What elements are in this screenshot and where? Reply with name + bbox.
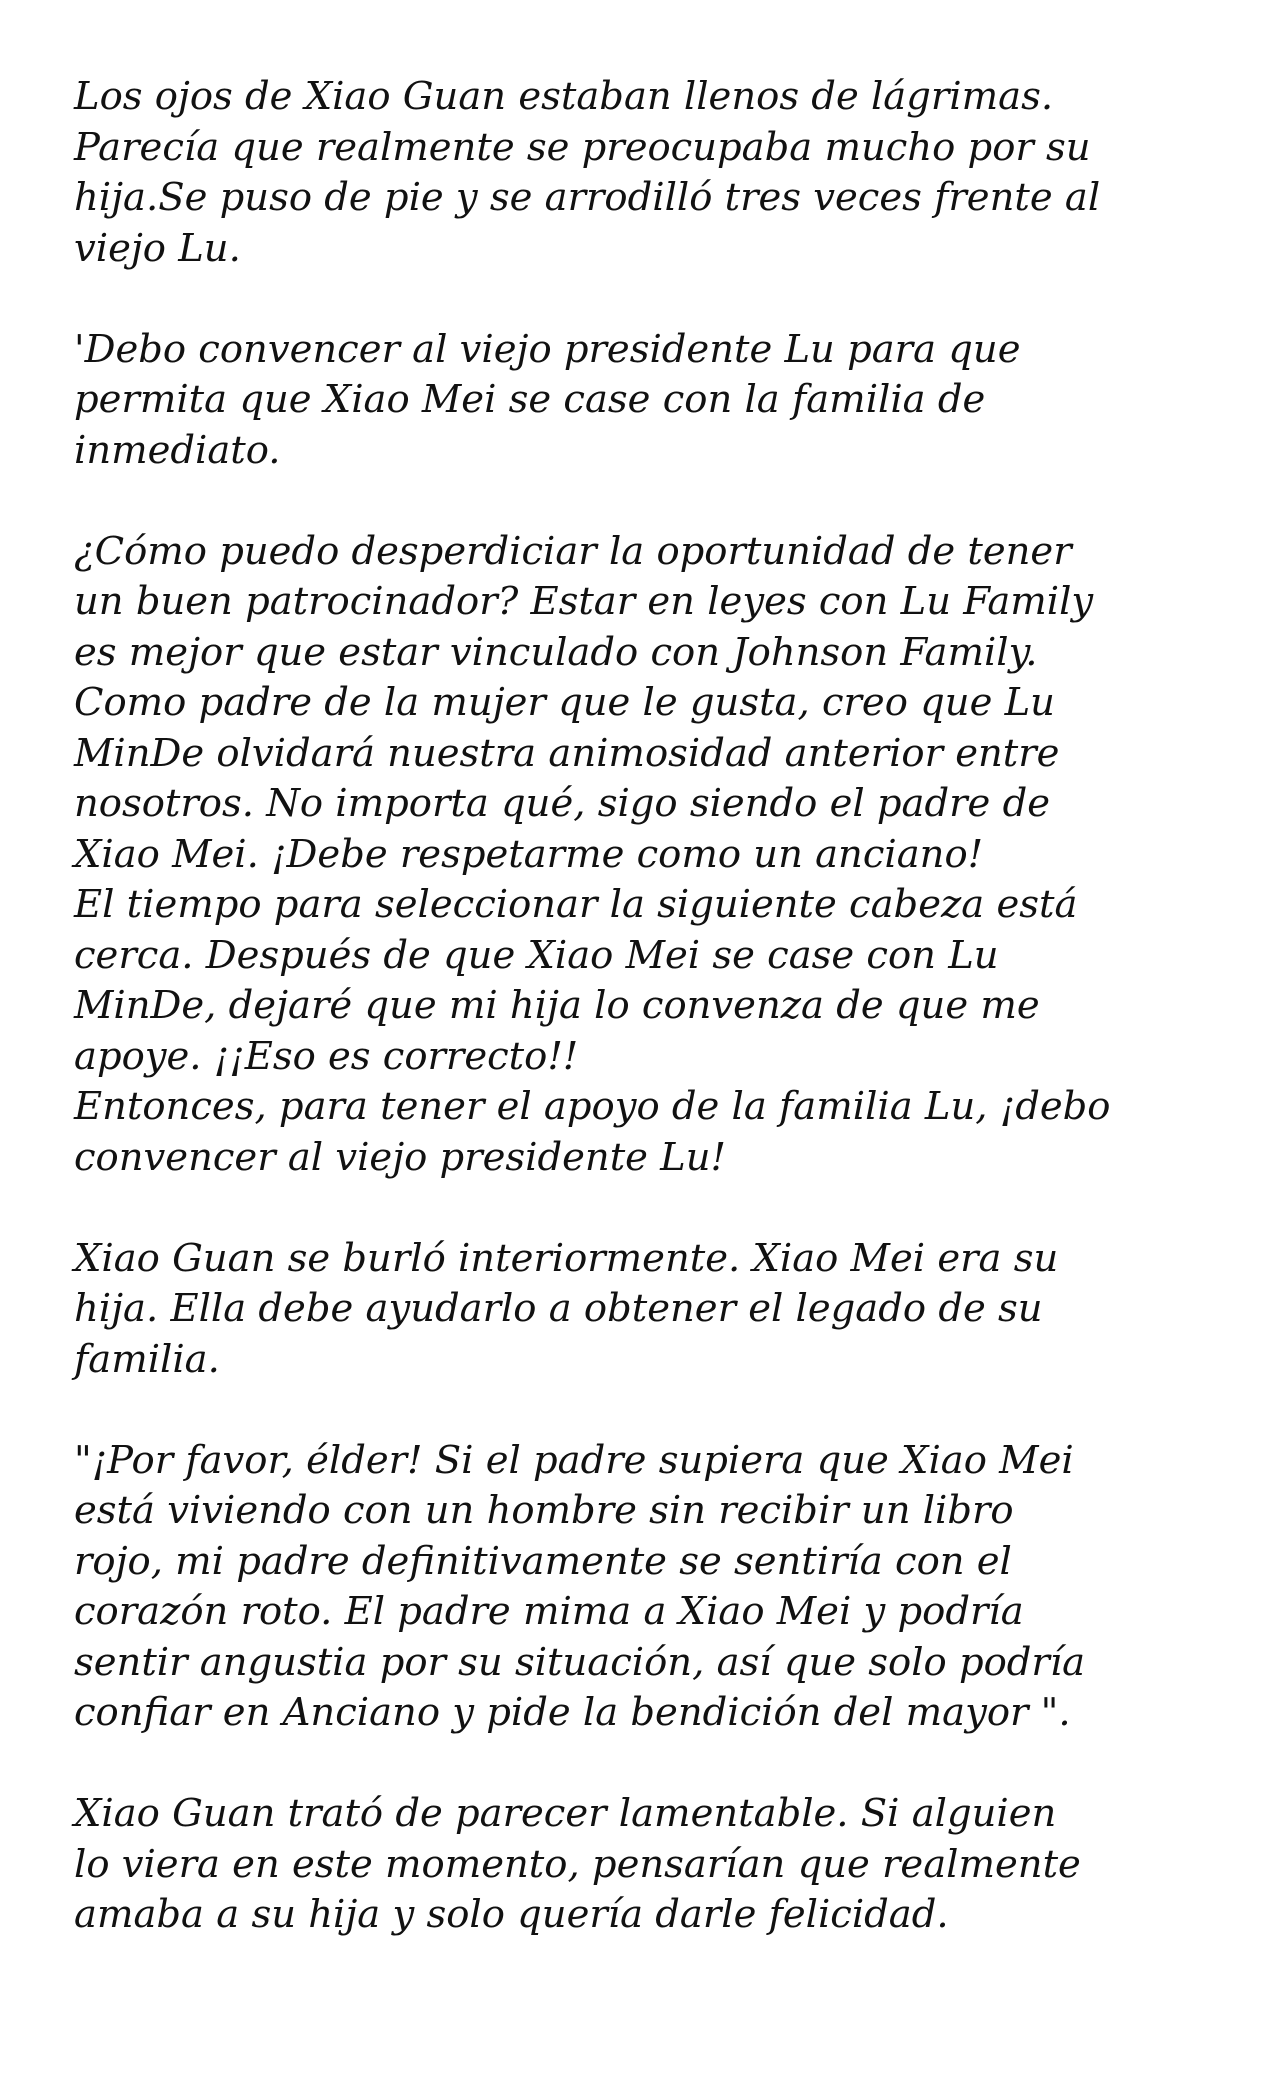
text-line: Entonces, para tener el apoyo de la familia Lu, ¡debo [74,1084,1111,1129]
text-line: MinDe olvidará nuestra animosidad anterior entre [74,730,1060,776]
text-line: cerca. Después de que Xiao Mei se case con Lu [74,932,999,978]
story-text [74,72,1234,1991]
text-line: "¡Por favor, élder! Si el padre supiera que Xiao Mei [74,1437,1074,1483]
text-line: lo viera en este momento, pensarían que realmente [74,1841,1081,1887]
text-line: corazón roto. El padre mima a Xiao Mei y podría [74,1589,1024,1634]
text-line: familia. [74,1336,220,1382]
text-line: apoye. ¡¡Eso es correcto!! [74,1033,579,1079]
text-line: convencer al viejo presidente Lu! [74,1134,727,1180]
text-line: rojo, mi padre definitivamente se sentiría con el [74,1538,1012,1584]
text-line: hija.Se puso de pie y se arrodilló tres veces frente al [74,175,1101,220]
paragraph-5 [74,1436,1234,1739]
text-line: inmediato. [74,427,281,473]
text-line: es mejor que estar vinculado con Johnson Family. [74,629,1038,675]
paragraph-2 [74,325,1234,477]
text-line: viejo Lu. [74,225,241,271]
text-line: 'Debo convencer al viejo presidente Lu para que [74,326,1021,372]
text-line: Xiao Mei. ¡Debe respetarme como un anciano! [74,831,984,877]
text-line: permita que Xiao Mei se case con la familia de [74,377,986,422]
paragraph-4 [74,1234,1234,1386]
text-line: sentir angustia por su situación, así que solo podría [74,1639,1086,1685]
text-line: MinDe, dejaré que mi hija lo convenza de que me [74,983,1040,1028]
text-line: Los ojos de Xiao Guan estaban llenos de lágrimas. [74,74,1054,119]
text-line: ¿Cómo puedo desperdiciar la oportunidad de tener [74,528,1072,574]
paragraph-3 [74,527,1234,1184]
text-line: está viviendo con un hombre sin recibir un libro [74,1488,1014,1533]
text-line: Xiao Guan trató de parecer lamentable. Si alguien [74,1791,1057,1836]
text-line: confiar en Anciano y pide la bendición del mayor ". [74,1690,1071,1735]
text-line: El tiempo para seleccionar la siguiente cabeza está [74,882,1078,927]
text-line: Como padre de la mujer que le gusta, creo que Lu [74,680,1055,725]
text-line: hija. Ella debe ayudarlo a obtener el legado de su [74,1286,1043,1331]
paragraph-1 [74,72,1234,274]
text-line: Parecía que realmente se preocupaba mucho por su [74,124,1091,170]
text-line: amaba a su hija y solo quería darle felicidad. [74,1892,949,1937]
text-line: nosotros. No importa qué, sigo siendo el padre de [74,781,1050,826]
text-line: Xiao Guan se burló interiormente. Xiao Mei era su [74,1235,1059,1281]
text-line: un buen patrocinador? Estar en leyes con Lu Family [74,579,1094,624]
paragraph-6 [74,1789,1234,1941]
